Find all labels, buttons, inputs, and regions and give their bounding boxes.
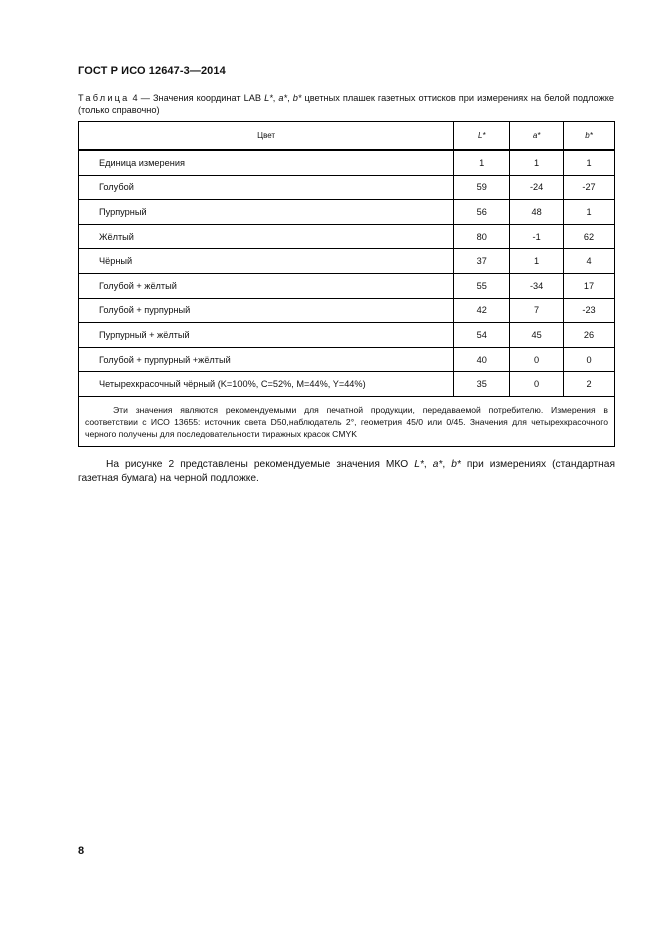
table-row (79, 224, 615, 249)
lab-values-table (78, 121, 615, 447)
table-row (79, 273, 615, 298)
cell-b: -27 (564, 175, 615, 200)
page-number: 8 (78, 845, 85, 857)
cell-a: -1 (510, 224, 564, 249)
cell-b: -23 (564, 298, 615, 323)
table-row (79, 347, 615, 372)
table-note-row (79, 396, 615, 446)
table-row (79, 323, 615, 348)
caption-L: L* (264, 93, 273, 103)
cell-a: 7 (510, 298, 564, 323)
cell-a: 45 (510, 323, 564, 348)
cell-a: 48 (510, 200, 564, 225)
para-before: На рисунке 2 представлены рекомендуемые значения МКО (106, 459, 415, 470)
table-caption (78, 92, 614, 116)
header-a-label: a* (532, 131, 541, 140)
figure-reference-paragraph (78, 458, 615, 485)
header-b-label: b* (585, 131, 593, 140)
cell-name: Голубой + жёлтый (79, 273, 454, 298)
table-number: 4 (132, 93, 138, 103)
cell-name: Голубой (79, 175, 454, 200)
caption-b: b* (292, 93, 302, 103)
cell-a: 1 (510, 249, 564, 274)
para-L: L* (414, 459, 424, 470)
cell-L: 42 (454, 298, 510, 323)
cell-a: 0 (510, 347, 564, 372)
cell-L: 80 (454, 224, 510, 249)
caption-a: a* (278, 93, 288, 103)
cell-a: 0 (510, 372, 564, 397)
table-row (79, 200, 615, 225)
cell-b: 2 (564, 372, 615, 397)
cell-L: 55 (454, 273, 510, 298)
para-sep1: , (423, 459, 433, 470)
cell-L: 35 (454, 372, 510, 397)
cell-L: 37 (454, 249, 510, 274)
table-header-row (79, 122, 615, 151)
cell-name: Жёлтый (79, 224, 454, 249)
para-sep2: , (442, 459, 452, 470)
cell-L: 1 (454, 150, 510, 175)
cell-name: Пурпурный (79, 200, 454, 225)
cell-name: Чёрный (79, 249, 454, 274)
cell-name: Пурпурный + жёлтый (79, 323, 454, 348)
table-note (79, 396, 615, 446)
cell-a: -34 (510, 273, 564, 298)
table-label: Таблица (78, 93, 130, 103)
caption-text-before: — Значения координат LAB (140, 93, 265, 103)
cell-name: Голубой + пурпурный +жёлтый (79, 347, 454, 372)
cell-b: 62 (564, 224, 615, 249)
cell-b: 1 (564, 150, 615, 175)
cell-L: 54 (454, 323, 510, 348)
caption-text-after: цветных плашек газетных оттисков при измерениях на белой подложке (только справочно) (78, 93, 614, 115)
header-L-label: L* (477, 131, 486, 140)
cell-b: 0 (564, 347, 615, 372)
cell-name: Голубой + пурпурный (79, 298, 454, 323)
table-row (79, 372, 615, 397)
header-a (510, 122, 564, 151)
caption-sep2: , (287, 93, 293, 103)
para-b: b* (451, 459, 461, 470)
cell-a: 1 (510, 150, 564, 175)
document-header: ГОСТ Р ИСО 12647-3—2014 (78, 65, 226, 77)
cell-L: 56 (454, 200, 510, 225)
cell-name: Четырехкрасочный чёрный (K=100%, C=52%, M=44%, Y=44%) (79, 372, 454, 397)
header-b (564, 122, 615, 151)
table-row (79, 150, 615, 175)
header-color: Цвет (79, 122, 454, 151)
cell-name: Единица измерения (79, 150, 454, 175)
cell-L: 40 (454, 347, 510, 372)
table-row (79, 298, 615, 323)
cell-b: 1 (564, 200, 615, 225)
header-L (454, 122, 510, 151)
cell-L: 59 (454, 175, 510, 200)
table-note-text: Эти значения являются рекомендуемыми для печатной продукции, передаваемой потребителю. Измерения в соответствии с ИСО 13655: источник света D50,наблюдатель 2°, геометрия 45/0 или 0/45. Значения для четырехкрасочного черного получены для последовательности тиражных красок CMYK (85, 404, 608, 439)
para-a: a* (432, 459, 443, 470)
cell-a: -24 (510, 175, 564, 200)
caption-sep1: , (272, 93, 279, 103)
cell-b: 17 (564, 273, 615, 298)
para-after: при измерениях (стандартная газетная бумага) на черной подложке. (78, 459, 615, 484)
cell-b: 26 (564, 323, 615, 348)
table-row (79, 175, 615, 200)
cell-b: 4 (564, 249, 615, 274)
table-row (79, 249, 615, 274)
